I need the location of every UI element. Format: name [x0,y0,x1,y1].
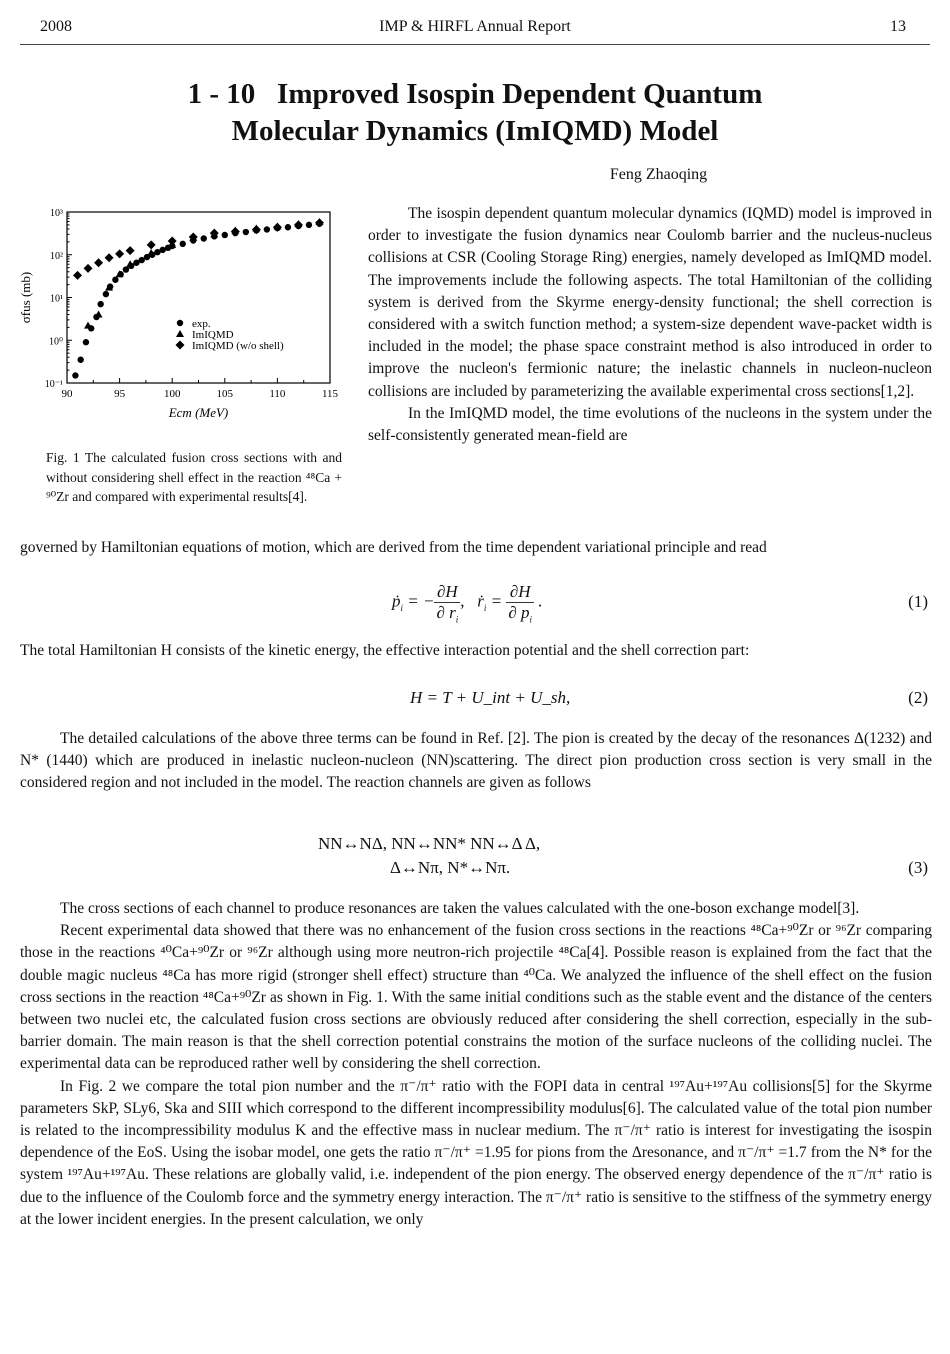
legend-label: exp. [192,318,211,330]
data-point-diamond [294,220,303,229]
figure-caption: Fig. 1 The calculated fusion cross sections with and without considering shell effect in the reaction ⁴⁸Ca + ⁹⁰Zr and compared with experimental results[4]. [46,450,342,504]
legend-marker-circle [177,320,183,326]
equation-3-line-2: Δ↔Nπ, N*↔Nπ. [390,858,511,877]
article-title [0,76,950,150]
data-point-circle [123,266,129,272]
x-tick-label: 115 [321,388,339,400]
data-point-diamond [315,218,324,227]
x-axis-label: Ecm (MeV) [168,405,229,420]
paragraph-intro: The isospin dependent quantum molecular dynamics (IQMD) model is improved in order to investigate the fusion dynamics near Coulomb barrier and the nucleus-nucleus collisions at CSR (Cooling Storage Ring) energies, namely developed as ImIQMD model. The improvements include the following aspects. The total Hamiltonian of the colliding system is derived from the Skyrme energy-density functional; the shell correction is considered with a switch function method; a system-size dependent wave-packet width is included in the model; the phase space constraint method is also introduced in order to improve the nucleon's fermionic nature; the inelastic channels in nucleon-nucleon collisions are included by parameterizing the available experimental cross sections[1,2]. [368,205,932,400]
y-tick-label: 10¹ [50,293,63,305]
data-point-circle [180,241,186,247]
data-point-circle [72,372,78,378]
data-point-diamond [231,227,240,236]
data-point-diamond [105,253,114,262]
data-point-diamond [115,249,124,258]
right-column-text [368,203,932,447]
paragraph-model-start: In the ImIQMD model, the time evolutions of the nucleons in the system under the self-consistently generated mean-field are [368,404,932,445]
header-journal: IMP & HIRFL Annual Report [379,18,571,35]
equation-1-number: (1) [908,592,928,611]
running-header [20,12,930,45]
x-tick-label: 110 [269,388,286,400]
data-point-circle [264,226,270,232]
data-point-circle [112,277,118,283]
data-point-circle [285,224,291,230]
author: Feng Zhaoqing [609,166,708,183]
legend-marker-triangle [176,330,184,337]
x-tick-label: 90 [61,388,73,400]
x-tick-label: 105 [216,388,234,400]
y-tick-label: 10⁰ [48,336,63,348]
data-point-circle [103,291,109,297]
title-line-2: Molecular Dynamics (ImIQMD) Model [231,115,719,147]
y-tick-label: 10⁻¹ [44,379,63,390]
equation-3-number: (3) [908,858,928,877]
data-point-diamond [73,271,82,280]
data-point-circle [243,229,249,235]
legend-marker-diamond [176,341,185,350]
figure-1 [12,200,352,435]
title-line-1: 1 - 10 Improved Isospin Dependent Quantum [187,78,763,110]
header-year: 2008 [40,18,72,35]
paragraph-experimental: Recent experimental data showed that there was no enhancement of the fusion cross sections in the reactions ⁴⁸Ca+⁹⁰Zr or ⁹⁶Zr comparing those in the reactions ⁴⁰Ca+⁹⁰Zr or ⁹⁶Zr although using more neutron-rich projectile ⁴⁸Ca[4]. Possible reason is explained from the fact that the double magic nucleus ⁴⁸Ca has more rigid (stronger shell effect) structure than ⁴⁰Ca. We analyzed the influence of the shell effect on the fusion cross sections in the reaction ⁴⁸Ca+⁹⁰Zr as shown in Fig. 1. With the same initial conditions such as the stable event and the distance of the centers between two nuclei etc, the calculated fusion cross sections are obviously reduced after considering the shell correction, especially in the sub-barrier domain. The main reason is that the shell correction potential constrains the motion of the surface nucleons of the colliding nuclei. The experimental data can be reproduced rather well by considering the shell correction. [20,922,932,1073]
paragraph-one-boson: The cross sections of each channel to produce resonances are taken the values calculated with the one-boson exchange model[3]. [60,900,860,917]
y-axis-label: σfus (mb) [18,271,33,324]
equation-1: ṗ$_i$ = − $\frac{\partial H}{\partial r_i}$ , ṙ$_i$ = $\frac{\partial H}{\partial p_i}$ . (1) [392,582,928,625]
equation-3 [20,834,932,884]
header-page-number: 13 [890,18,906,35]
data-point-circle [83,339,89,345]
equation-2-number: (2) [908,688,928,707]
data-point-diamond [168,236,177,245]
data-point-triangle [84,322,92,329]
data-point-diamond [273,223,282,232]
data-point-circle [77,357,83,363]
data-point-diamond [147,240,156,249]
data-point-diamond [94,258,103,267]
fusion-cross-section-chart [12,200,352,435]
data-point-diamond [84,264,93,273]
equation-3-line-1: NN↔NΔ, NN↔NN* NN↔Δ Δ, [318,834,541,853]
data-point-diamond [126,246,135,255]
data-point-circle [97,301,103,307]
data-point-circle [222,232,228,238]
plot-frame [67,212,330,383]
paragraph-pion-ratio: In Fig. 2 we compare the total pion number and the π⁻/π⁺ ratio with the FOPI data in central ¹⁹⁷Au+¹⁹⁷Au collisions[5] for the Skyrme parameters SkP, SLy6, Ska and SIII which correspond to the different incompressibility modulus[6]. The calculated value of the total pion number is related to the incompressibility modulus K and the effective mass in nuclear medium. The π⁻/π⁺ ratio is interest for investigating the isospin dependence of the EoS. Using the isobar model, one gets the ratio π⁻/π⁺ =1.95 for pions from the Δresonance, and π⁻/π⁺ =1.7 from the N* for the system ¹⁹⁷Au+¹⁹⁷Au. These relations are globally valid, i.e. independent of the pion energy. The observed energy dependence of the π⁻/π⁺ ratio is due to the influence of the Coulomb force and the symmetry energy interaction. The π⁻/π⁺ ratio is sensitive to the stiffness of the symmetry energy at the lower incident energies. In the present calculation, we only [20,1077,932,1228]
data-point-circle [306,222,312,228]
x-tick-label: 100 [163,388,181,400]
data-point-circle [201,235,207,241]
x-tick-label: 95 [114,388,126,400]
equation-2-body: H = T + U_int + U_sh, [410,688,571,707]
paragraph-total-hamiltonian: The total Hamiltonian H consists of the kinetic energy, the effective interaction potential and the shell correction part: [20,642,750,659]
y-tick-label: 10³ [50,208,63,219]
legend-label: ImIQMD (w/o shell) [192,340,284,352]
paragraph-hamilton: governed by Hamiltonian equations of motion, which are derived from the time dependent variational principle and read [20,539,767,556]
paragraph-pion-creation: The detailed calculations of the above three terms can be found in Ref. [2]. The pion is created by the decay of the resonances Δ(1232) and N* (1440) which are produced in inelastic nucleon-nucleon (NN)scattering. The direct pion production cross section is very small in the considered region and not included in the model. The reaction channels are given as follows [20,730,932,792]
y-tick-label: 10² [50,250,63,262]
legend-label: ImIQMD [192,329,234,341]
data-point-diamond [252,225,261,234]
body-continued [20,898,932,1231]
